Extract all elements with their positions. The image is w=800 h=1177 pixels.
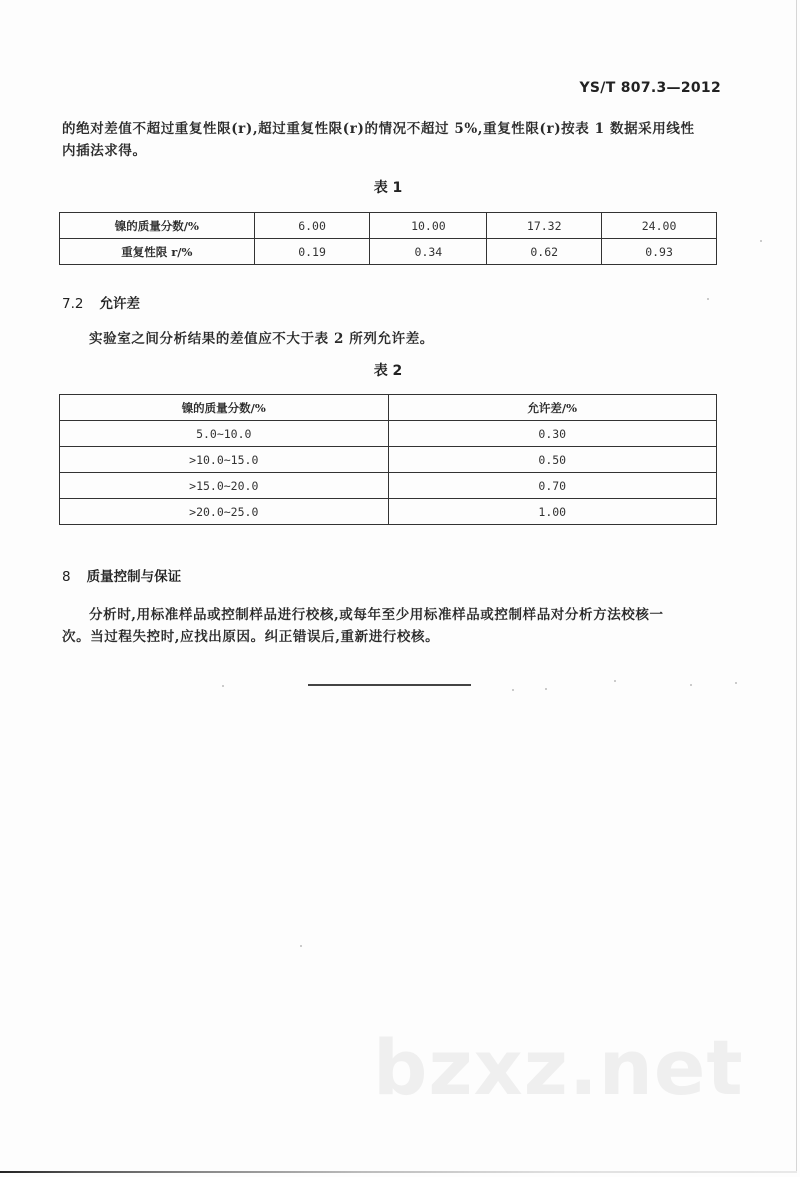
table2-caption: 表 2: [373, 363, 403, 379]
section-number: 7.2: [62, 296, 84, 312]
section-8-heading: [62, 565, 181, 585]
section-8-paragraph: [62, 604, 722, 648]
section-title: 允许差: [99, 296, 140, 312]
scan-speck: [690, 684, 692, 686]
intro-paragraph: [62, 118, 722, 162]
table1-cell: 10.00: [370, 213, 487, 239]
section-title: 质量控制与保证: [86, 569, 182, 585]
intro-line-2: 内插法求得。: [62, 143, 147, 159]
scan-speck: [222, 685, 224, 687]
table1-repeatability: [59, 212, 717, 265]
watermark-text: bzxz.net: [373, 1023, 744, 1112]
table-row: [60, 473, 717, 499]
table2-cell: >20.0~25.0: [60, 499, 389, 525]
table1-cell: 24.00: [602, 213, 717, 239]
scan-speck: [735, 682, 737, 684]
table1-cell: 6.00: [254, 213, 370, 239]
table2-tolerance: [59, 394, 717, 525]
table1-cell: 0.34: [370, 239, 487, 265]
scan-speck: [760, 240, 762, 242]
table-row: [60, 421, 717, 447]
table2-header: 镍的质量分数/%: [60, 395, 389, 421]
table2-cell: 0.70: [388, 473, 716, 499]
table1-caption: 表 1: [373, 180, 403, 196]
table1-row-label: 重复性限 r/%: [60, 239, 255, 265]
section-7-2-heading: [62, 292, 140, 312]
scan-speck: [512, 689, 514, 691]
table2-cell: >10.0~15.0: [60, 447, 389, 473]
table2-cell: 5.0~10.0: [60, 421, 389, 447]
section-7-2-paragraph: 实验室之间分析结果的差值应不大于表 2 所列允许差。: [89, 331, 434, 347]
table-header-row: [60, 395, 717, 421]
table-row: [60, 239, 717, 265]
page-edge-bottom: [0, 1171, 797, 1173]
table1-cell: 0.93: [602, 239, 717, 265]
table2-header: 允许差/%: [388, 395, 716, 421]
end-separator-line: [308, 684, 471, 686]
section-8-line-2: 次。当过程失控时,应找出原因。纠正错误后,重新进行校核。: [62, 629, 440, 645]
table2-cell: >15.0~20.0: [60, 473, 389, 499]
table1-row-label: 镍的质量分数/%: [60, 213, 255, 239]
scan-speck: [707, 298, 709, 300]
table1-cell: 0.62: [487, 239, 602, 265]
standard-code: YS/T 807.3—2012: [579, 80, 721, 96]
table-row: [60, 499, 717, 525]
section-8-line-1: 分析时,用标准样品或控制样品进行校核,或每年至少用标准样品或控制样品对分析方法校核一: [89, 607, 664, 623]
table1-cell: 0.19: [254, 239, 370, 265]
section-number: 8: [62, 569, 71, 585]
intro-line-1: 的绝对差值不超过重复性限(r),超过重复性限(r)的情况不超过 5%,重复性限(r)按表 1 数据采用线性: [62, 121, 695, 137]
table-row: [60, 213, 717, 239]
scan-speck: [545, 688, 547, 690]
table-row: [60, 447, 717, 473]
scan-speck: [614, 680, 616, 682]
table2-cell: 0.50: [388, 447, 716, 473]
table1-cell: 17.32: [487, 213, 602, 239]
table2-cell: 0.30: [388, 421, 716, 447]
scan-speck: [300, 945, 302, 947]
page-edge-right: [796, 0, 797, 1172]
table2-cell: 1.00: [388, 499, 716, 525]
